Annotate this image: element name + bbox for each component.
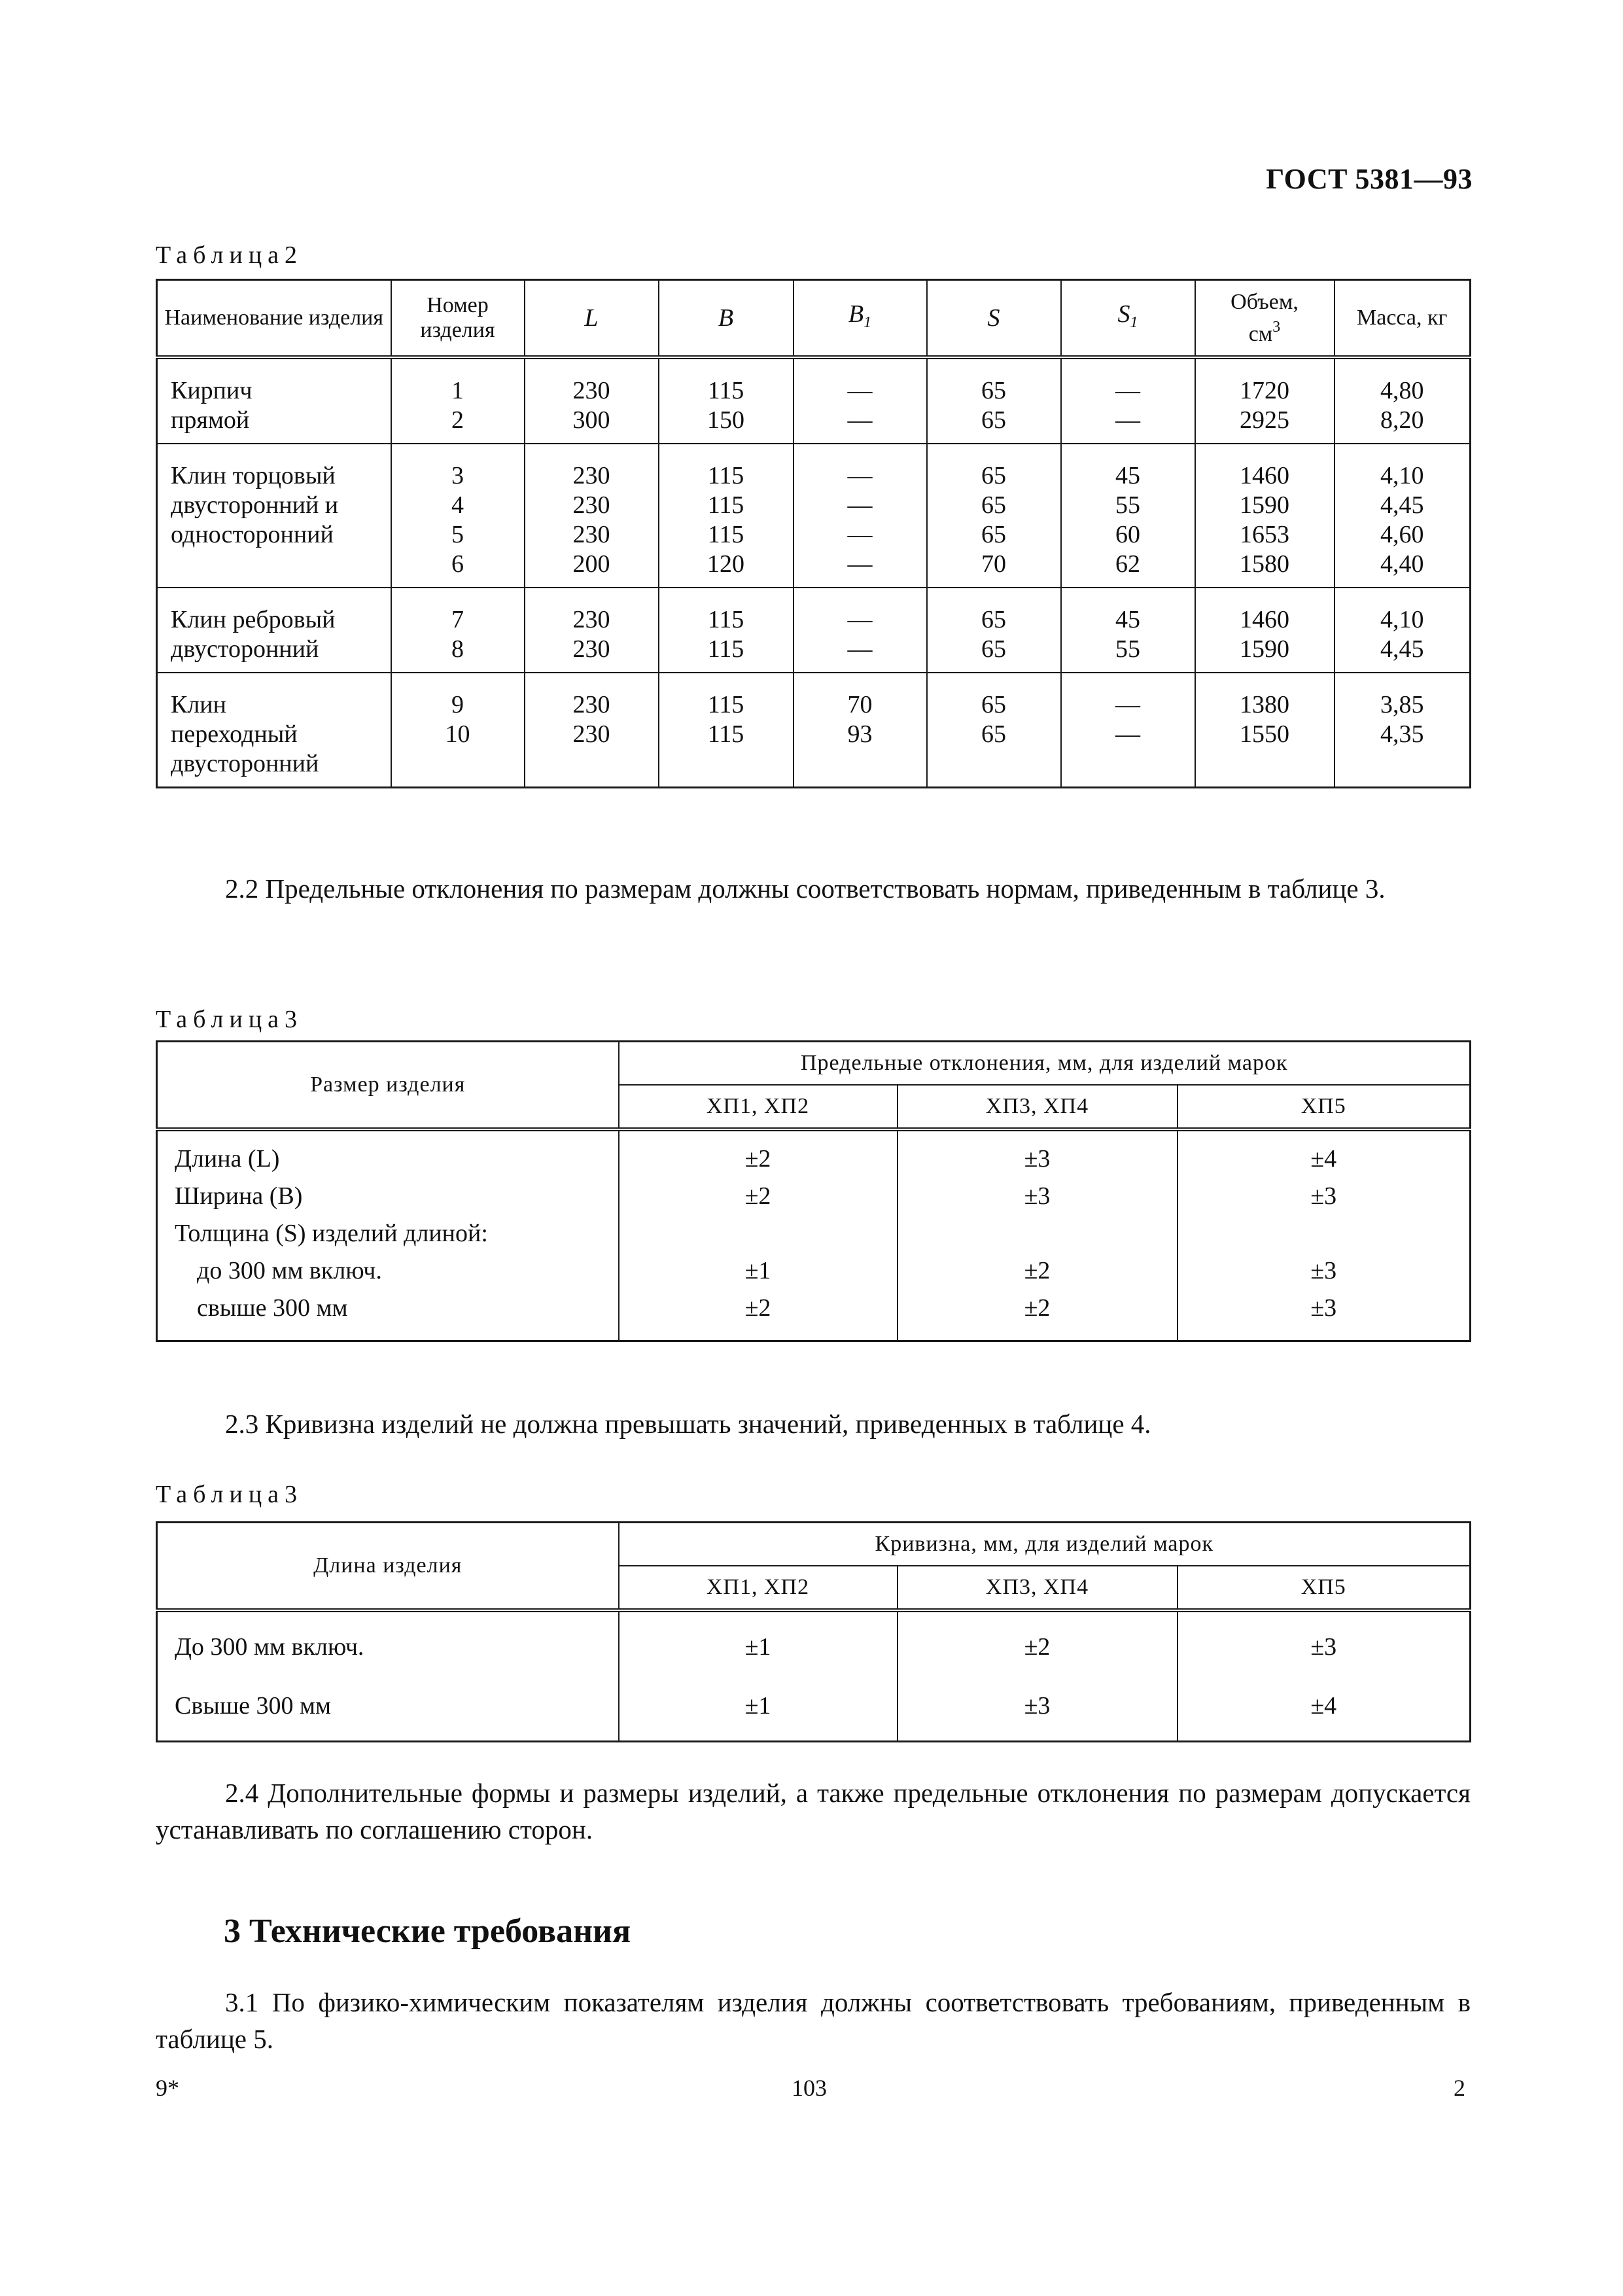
- table3-value: ±4: [1310, 1145, 1337, 1173]
- table2-value: 8: [451, 635, 464, 663]
- table2-value: —: [1115, 720, 1140, 748]
- table3-row-label: свыше 300 мм: [197, 1294, 348, 1322]
- table2-value: 65: [981, 462, 1006, 489]
- table2-value: 115: [707, 377, 744, 404]
- table2-row-group: [157, 673, 1471, 788]
- table2-value: 65: [981, 606, 1006, 633]
- table3-header-group: Предельные отклонения, мм, для изделий марок: [619, 1042, 1471, 1086]
- table2-value: 7: [451, 606, 464, 633]
- table2-cell-vol: [1195, 357, 1335, 444]
- table2-cell-mass: [1335, 588, 1471, 673]
- table2-cell-b: [659, 357, 794, 444]
- table2-value: 45: [1115, 606, 1140, 633]
- table2-header-volume-unit: см: [1248, 321, 1273, 346]
- table2-value: 230: [572, 635, 610, 663]
- table4-value: ±1: [744, 1692, 771, 1720]
- table2-cell-s: [927, 444, 1061, 588]
- table2-value: 120: [707, 550, 744, 578]
- table2-cell-s1: [1061, 357, 1195, 444]
- table2-value: 2925: [1240, 406, 1289, 434]
- table2-value: 115: [707, 606, 744, 633]
- table2-header-B1-base: B: [848, 300, 864, 328]
- table2-cell-b: [659, 588, 794, 673]
- table2-value: 93: [847, 720, 873, 748]
- table2-value: 4,35: [1380, 720, 1424, 748]
- table4-value: ±2: [1024, 1633, 1051, 1661]
- table3-labels-cell: [157, 1129, 619, 1341]
- table4-values-col-1: [619, 1610, 898, 1742]
- table4-body-row: [157, 1610, 1471, 1742]
- table2-cell-l: [525, 357, 659, 444]
- table2-value: 230: [572, 720, 610, 748]
- table2-value: —: [1115, 377, 1140, 404]
- table2-header-volume: [1195, 280, 1335, 358]
- table2-cell-b1: [794, 444, 927, 588]
- table2-value: —: [1115, 691, 1140, 718]
- table4-header-mark-1: ХП1, ХП2: [619, 1566, 898, 1610]
- table2-value: 1550: [1240, 720, 1289, 748]
- table2-value: 55: [1115, 635, 1140, 663]
- table4: [156, 1521, 1471, 1742]
- footer-page-number-center: 103: [792, 2075, 827, 2101]
- table2-value: 150: [707, 406, 744, 434]
- table2-name-line: односторонний: [171, 521, 334, 548]
- table3-row-label: Толщина (S) изделий длиной:: [175, 1220, 488, 1247]
- table4-header-mark-3: ХП5: [1178, 1566, 1471, 1610]
- table2-cell-vol: [1195, 444, 1335, 588]
- table2-value: 6: [451, 550, 464, 578]
- table4-header-length: Длина изделия: [157, 1523, 619, 1611]
- table2-value: 115: [707, 462, 744, 489]
- table2-value: 4,80: [1380, 377, 1424, 404]
- table2-value: 230: [572, 462, 610, 489]
- table2-value: 9: [451, 691, 464, 718]
- table2-value: —: [1115, 406, 1140, 434]
- table3-caption: Таблица3: [156, 1006, 304, 1033]
- table2-name-line: прямой: [171, 406, 250, 434]
- table3-value: ±3: [1310, 1182, 1337, 1210]
- table2-value: 230: [572, 606, 610, 633]
- table2-cell-mass: [1335, 357, 1471, 444]
- table2-cell-name: [157, 673, 391, 788]
- table2-cell-b1: [794, 673, 927, 788]
- table2-value: 4,60: [1380, 521, 1424, 548]
- table2-cell-mass: [1335, 444, 1471, 588]
- table2-header-name: Наименование изделия: [157, 280, 391, 358]
- table2-value: —: [847, 491, 873, 519]
- table2-cell-mass: [1335, 673, 1471, 788]
- table2-row-group: [157, 357, 1471, 444]
- table2-value: 65: [981, 691, 1006, 718]
- table2-cell-vol: [1195, 588, 1335, 673]
- footer-signature-mark: 9*: [156, 2075, 179, 2101]
- table3-value: ±2: [1024, 1257, 1051, 1284]
- table3-header-row-1: [157, 1042, 1471, 1086]
- table3-header-mark-3: ХП5: [1178, 1085, 1471, 1129]
- table2-value: 55: [1115, 491, 1140, 519]
- table2-value: 1: [451, 377, 464, 404]
- table2-value: 1590: [1240, 491, 1289, 519]
- table2-header-S: S: [927, 280, 1061, 358]
- table2-value: 4,10: [1380, 462, 1424, 489]
- table2-name-line: Клин ребровый: [171, 606, 336, 633]
- table2-value: 1653: [1240, 521, 1289, 548]
- table2-value: —: [847, 635, 873, 663]
- table4-value: ±4: [1310, 1692, 1337, 1720]
- table4-header-mark-2: ХП3, ХП4: [898, 1566, 1178, 1610]
- table2-name-line: переходный: [171, 720, 298, 748]
- table4-header-row-1: [157, 1523, 1471, 1566]
- table2-value: 115: [707, 691, 744, 718]
- table4-values-col-3: [1178, 1610, 1471, 1742]
- table2-value: 5: [451, 521, 464, 548]
- table2-cell-b: [659, 444, 794, 588]
- table3: [156, 1040, 1471, 1342]
- table2-header-B1-sub: 1: [864, 313, 872, 331]
- table2-value: 3,85: [1380, 691, 1424, 718]
- table2-value: 1460: [1240, 606, 1289, 633]
- table2-value: 70: [981, 550, 1006, 578]
- table3-value: ±3: [1024, 1145, 1051, 1173]
- table2-value: 62: [1115, 550, 1140, 578]
- table2-cell-s1: [1061, 588, 1195, 673]
- table4-labels-cell: [157, 1610, 619, 1742]
- table2-value: 65: [981, 521, 1006, 548]
- table3-row-label: до 300 мм включ.: [197, 1257, 382, 1284]
- table2-name-line: двусторонний: [171, 635, 319, 663]
- table2-value: 1460: [1240, 462, 1289, 489]
- table2-value: 1590: [1240, 635, 1289, 663]
- table2-value: —: [847, 406, 873, 434]
- table3-row-label: Длина (L): [175, 1145, 280, 1173]
- table2-header-B1: [794, 280, 927, 358]
- table2-cell-l: [525, 588, 659, 673]
- table2-cell-l: [525, 444, 659, 588]
- table3-header-mark-2: ХП3, ХП4: [898, 1085, 1178, 1129]
- footer-page-number-right: 2: [1454, 2075, 1465, 2101]
- table4-caption: Таблица3: [156, 1481, 304, 1508]
- table3-row-label: Ширина (B): [175, 1182, 303, 1210]
- table2-value: 65: [981, 377, 1006, 404]
- table2-value: 230: [572, 377, 610, 404]
- table2-value: 65: [981, 635, 1006, 663]
- table3-value: ±3: [1310, 1257, 1337, 1284]
- table2-cell-name: [157, 444, 391, 588]
- table2-cell-num: [391, 444, 525, 588]
- table2-row-group: [157, 444, 1471, 588]
- table2: [156, 279, 1471, 788]
- table2-value: 1580: [1240, 550, 1289, 578]
- table3-value: ±3: [1310, 1294, 1337, 1322]
- table2-value: 2: [451, 406, 464, 434]
- table2-header-S1: [1061, 280, 1195, 358]
- table2-value: 10: [445, 720, 470, 748]
- table2-header-row: [157, 280, 1471, 358]
- table3-body-row: [157, 1129, 1471, 1341]
- table4-row-label: До 300 мм включ.: [175, 1633, 364, 1661]
- table2-cell-b1: [794, 357, 927, 444]
- table2-header-num: Номер изделия: [391, 280, 525, 358]
- table4-header-group: Кривизна, мм, для изделий марок: [619, 1523, 1471, 1566]
- table2-cell-s: [927, 588, 1061, 673]
- table2-value: 300: [572, 406, 610, 434]
- table2-name-line: двусторонний: [171, 750, 319, 777]
- table3-value: ±3: [1024, 1182, 1051, 1210]
- table2-name-line: Клин: [171, 691, 226, 718]
- table2-value: 230: [572, 521, 610, 548]
- table2-cell-name: [157, 357, 391, 444]
- table3-values-col-2: [898, 1129, 1178, 1341]
- table2-value: 115: [707, 720, 744, 748]
- table2-value: 4,40: [1380, 550, 1424, 578]
- table3-value: [620, 1215, 897, 1252]
- table2-cell-s: [927, 673, 1061, 788]
- table2-value: 4,45: [1380, 635, 1424, 663]
- table3-values-col-3: [1178, 1129, 1471, 1341]
- table2-value: 45: [1115, 462, 1140, 489]
- table2-value: 8,20: [1380, 406, 1424, 434]
- table2-value: 115: [707, 635, 744, 663]
- table4-values-col-2: [898, 1610, 1178, 1742]
- table4-value: ±3: [1310, 1633, 1337, 1661]
- table2-header-mass: Масса, кг: [1335, 280, 1471, 358]
- table2-cell-num: [391, 357, 525, 444]
- table2-cell-l: [525, 673, 659, 788]
- table2-header-volume-sup: 3: [1272, 318, 1281, 336]
- table2-cell-s: [927, 357, 1061, 444]
- table2-value: —: [847, 377, 873, 404]
- table2-header-B: B: [659, 280, 794, 358]
- paragraph-2-4: 2.4 Дополнительные формы и размеры изделий, а также предельные отклонения по размерам допускается устанавливать по соглашению сторон.: [156, 1778, 1471, 1845]
- table2-value: —: [847, 606, 873, 633]
- table2-value: —: [847, 521, 873, 548]
- table2-cell-num: [391, 673, 525, 788]
- table2-value: 1380: [1240, 691, 1289, 718]
- table2-header-volume-label: Объем,: [1230, 289, 1299, 314]
- table2-cell-b1: [794, 588, 927, 673]
- table2-value: 60: [1115, 521, 1140, 548]
- table2-cell-vol: [1195, 673, 1335, 788]
- table3-value: ±2: [744, 1182, 771, 1210]
- table2-cell-s1: [1061, 673, 1195, 788]
- table2-value: 65: [981, 406, 1006, 434]
- table2-name-line: Кирпич: [171, 377, 253, 404]
- table4-value: ±1: [744, 1633, 771, 1661]
- table3-values-col-1: [619, 1129, 898, 1341]
- table2-value: 70: [847, 691, 873, 718]
- table2-value: 115: [707, 521, 744, 548]
- table2-caption: Таблица2: [156, 241, 304, 269]
- table2-value: 1720: [1240, 377, 1289, 404]
- table2-value: 230: [572, 691, 610, 718]
- table2-cell-name: [157, 588, 391, 673]
- paragraph-2-3: 2.3 Кривизна изделий не должна превышать значений, приведенных в таблице 4.: [225, 1409, 1151, 1439]
- table3-value: ±2: [744, 1145, 771, 1173]
- table2-name-line: Клин торцовый: [171, 462, 336, 489]
- table2-value: 65: [981, 491, 1006, 519]
- table2-cell-b: [659, 673, 794, 788]
- table2-name-line: двусторонний и: [171, 491, 339, 519]
- table3-value: ±2: [744, 1294, 771, 1322]
- table2-value: 200: [572, 550, 610, 578]
- paragraph-2-2: 2.2 Предельные отклонения по размерам должны соответствовать нормам, приведенным в таблице 3.: [225, 874, 1386, 904]
- table2-header-S1-base: S: [1117, 300, 1130, 328]
- table3-value: ±1: [744, 1257, 771, 1284]
- table2-value: 115: [707, 491, 744, 519]
- table3-header-mark-1: ХП1, ХП2: [619, 1085, 898, 1129]
- table2-value: 4,10: [1380, 606, 1424, 633]
- table2-row-group: [157, 588, 1471, 673]
- table3-value: ±2: [1024, 1294, 1051, 1322]
- table2-value: 65: [981, 720, 1006, 748]
- section-3-heading: 3 Технические требования: [224, 1913, 631, 1950]
- table2-cell-s1: [1061, 444, 1195, 588]
- table2-value: 4,45: [1380, 491, 1424, 519]
- table2-value: 230: [572, 491, 610, 519]
- table3-header-size: Размер изделия: [157, 1042, 619, 1130]
- table2-value: —: [847, 462, 873, 489]
- paragraph-3-1: 3.1 По физико-химическим показателям изделия должны соответствовать требованиям, приведенным в таблице 5.: [156, 1987, 1471, 2054]
- table4-value: ±3: [1024, 1692, 1051, 1720]
- table2-cell-num: [391, 588, 525, 673]
- table2-value: 4: [451, 491, 464, 519]
- table3-value: [1178, 1215, 1470, 1252]
- table2-header-L: L: [525, 280, 659, 358]
- table2-value: 3: [451, 462, 464, 489]
- table2-header-S1-sub: 1: [1130, 313, 1138, 331]
- table3-value: [898, 1215, 1177, 1252]
- table2-value: —: [847, 550, 873, 578]
- document-header-standard: ГОСТ 5381—93: [1266, 163, 1473, 195]
- table4-row-label: Свыше 300 мм: [175, 1692, 332, 1720]
